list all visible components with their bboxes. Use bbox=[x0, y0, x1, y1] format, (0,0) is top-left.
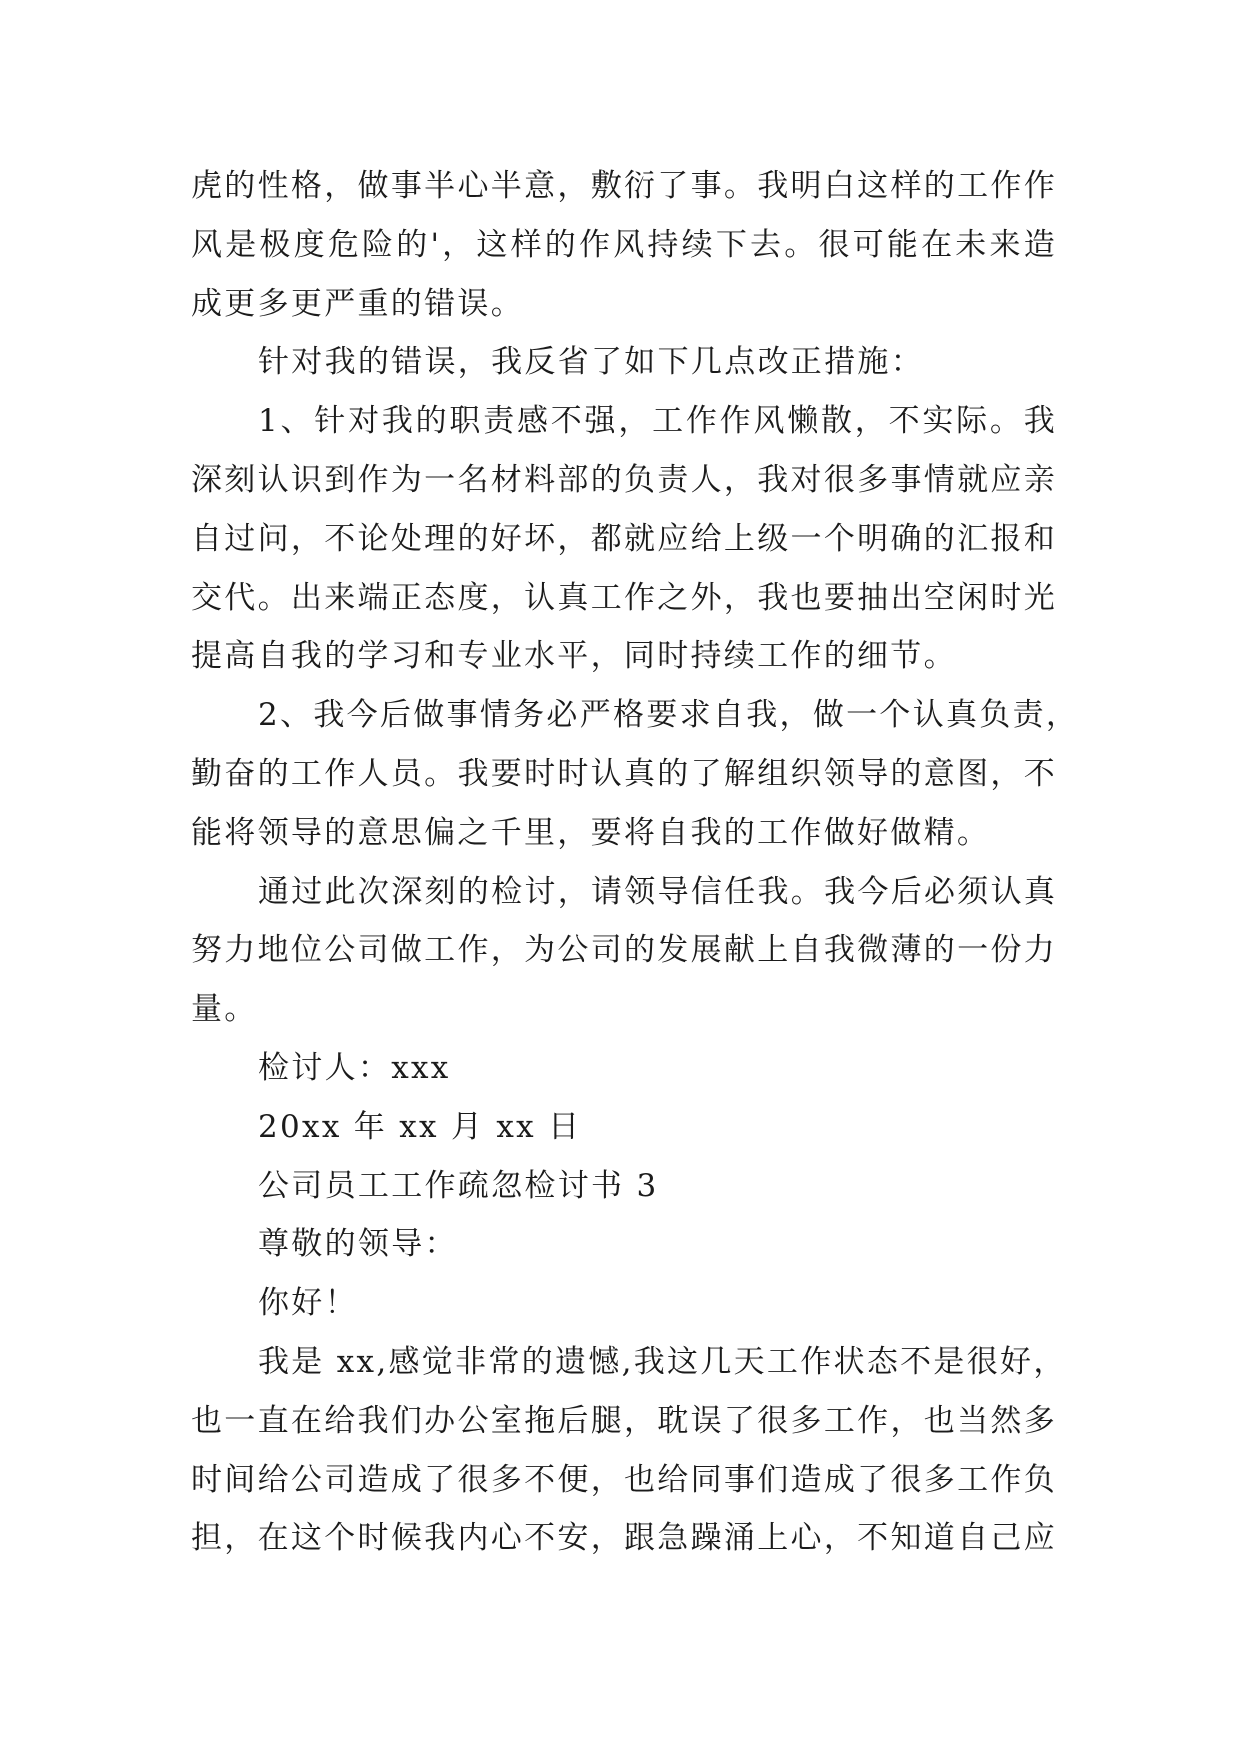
measure-2-line: 能将领导的意思偏之千里，要将自我的工作做好做精。 bbox=[191, 814, 991, 851]
greeting-line: 你好！ bbox=[258, 1285, 358, 1322]
body-text-line: 虎的性格，做事半心半意，敷衍了事。我明白这样的工作作 bbox=[191, 168, 1057, 204]
signature-line: 检讨人：xxx bbox=[258, 1049, 451, 1086]
body-text-line: 成更多更严重的错误。 bbox=[191, 285, 524, 322]
measure-2-line: 2、我今后做事情务必严格要求自我，做一个认真负责， bbox=[258, 697, 1080, 734]
body-text-line: 风是极度危险的'，这样的作风持续下去。很可能在未来造 bbox=[191, 226, 1057, 263]
measure-1-line: 交代。出来端正态度，认真工作之外，我也要抽出空闲时光 bbox=[191, 579, 1057, 616]
measure-1-line: 提高自我的学习和专业水平，同时持续工作的细节。 bbox=[191, 638, 957, 675]
letter-body-line: 担，在这个时候我内心不安，跟急躁涌上心，不知道自己应 bbox=[191, 1520, 1057, 1557]
document-body bbox=[191, 157, 1080, 1568]
letter-body-line: 我是 xx,感觉非常的遗憾,我这几天工作状态不是很好， bbox=[258, 1343, 1067, 1380]
closing-line: 量。 bbox=[191, 991, 258, 1028]
letter-title: 公司员工工作疏忽检讨书 3 bbox=[258, 1167, 659, 1204]
letter-body-line: 也一直在给我们办公室拖后腿，耽误了很多工作，也当然多 bbox=[191, 1402, 1057, 1439]
measure-2-line: 勤奋的工作人员。我要时时认真的了解组织领导的意图，不 bbox=[191, 755, 1057, 792]
closing-line: 努力地位公司做工作，为公司的发展献上自我微薄的一份力 bbox=[191, 932, 1057, 969]
letter-body-line: 时间给公司造成了很多不便，也给同事们造成了很多工作负 bbox=[191, 1461, 1057, 1498]
measure-1-line: 1、针对我的职责感不强，工作作风懒散，不实际。我 bbox=[258, 403, 1057, 440]
measure-1-line: 自过问，不论处理的好坏，都就应给上级一个明确的汇报和 bbox=[191, 520, 1057, 557]
closing-line: 通过此次深刻的检讨，请领导信任我。我今后必须认真 bbox=[258, 873, 1058, 910]
date-line: 20xx 年 xx 月 xx 日 bbox=[258, 1108, 582, 1145]
measure-1-line: 深刻认识到作为一名材料部的负责人，我对很多事情就应亲 bbox=[191, 461, 1057, 498]
salutation-line: 尊敬的领导： bbox=[258, 1226, 458, 1263]
measures-intro-line: 针对我的错误，我反省了如下几点改正措施： bbox=[258, 344, 924, 381]
